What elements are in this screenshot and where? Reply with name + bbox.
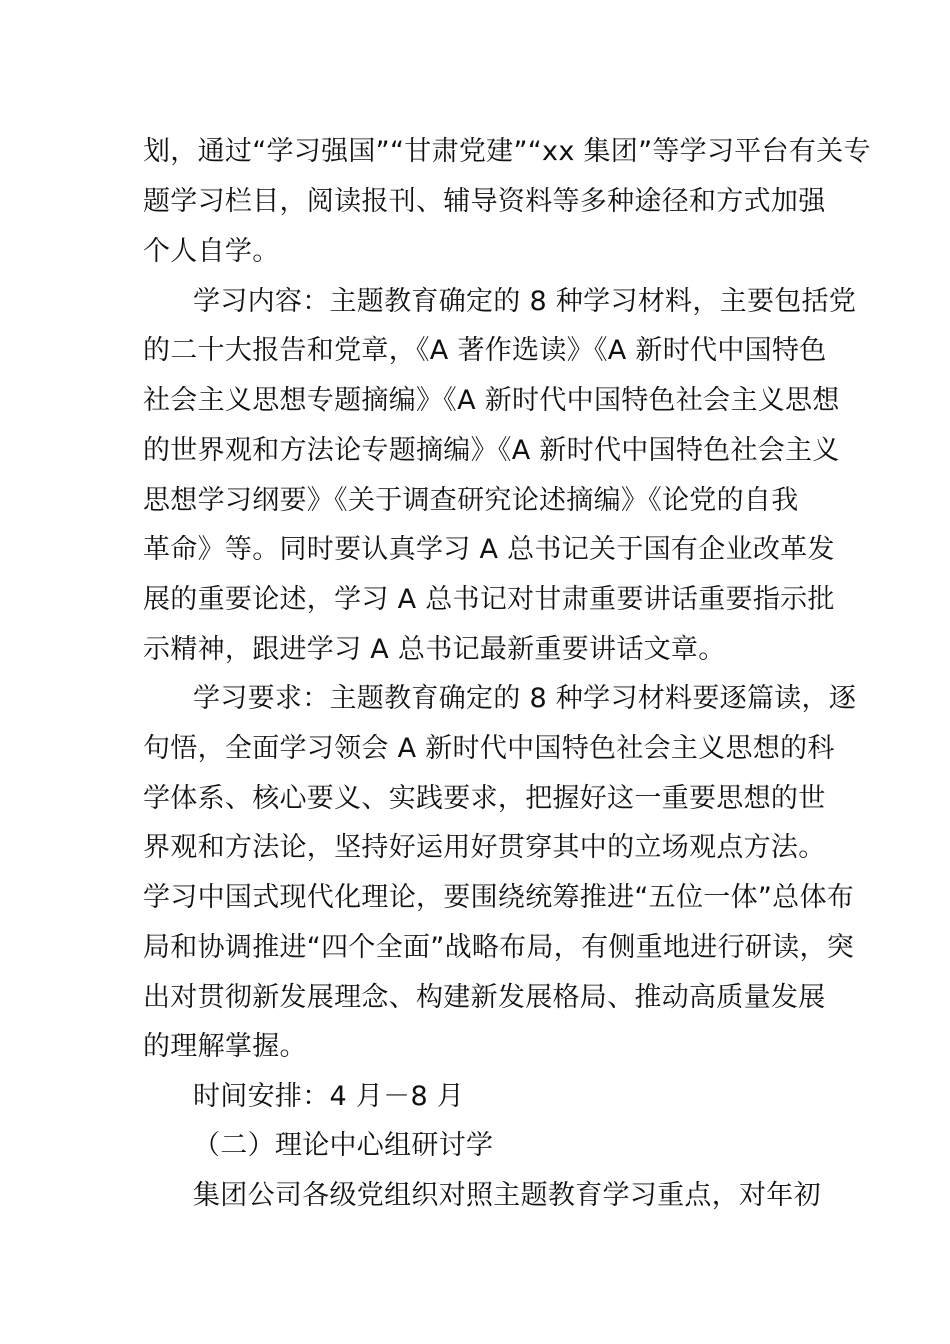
text-line: 的世界观和方法论专题摘编》《A 新时代中国特色社会主义 xyxy=(143,435,840,466)
text-line: 思想学习纲要》《关于调查研究论述摘编》《论党的自我 xyxy=(143,485,799,516)
text-line: 题学习栏目，阅读报刊、辅导资料等多种途径和方式加强 xyxy=(143,186,826,217)
text-line: 革命》等。同时要认真学习 A 总书记关于国有企业改革发 xyxy=(143,534,835,565)
text-line: 个人自学。 xyxy=(143,236,280,267)
text-line: 学习中国式现代化理论，要围绕统筹推进“五位一体”总体布 xyxy=(143,882,855,913)
text-line: 示精神，跟进学习 A 总书记最新重要讲话文章。 xyxy=(143,634,726,665)
text-line: 展的重要论述，学习 A 总书记对甘肃重要讲话重要指示批 xyxy=(143,584,835,615)
text-line: 学习内容：主题教育确定的 8 种学习材料，主要包括党 xyxy=(193,286,857,317)
text-line: 学体系、核心要义、实践要求，把握好这一重要思想的世 xyxy=(143,783,826,814)
text-line: 学习要求：主题教育确定的 8 种学习材料要逐篇读，逐 xyxy=(193,683,857,714)
text-line: 的理解掌握。 xyxy=(143,1031,307,1062)
text-line: 界观和方法论，坚持好运用好贯穿其中的立场观点方法。 xyxy=(143,832,826,863)
text-line: 句悟，全面学习领会 A 新时代中国特色社会主义思想的科 xyxy=(143,733,835,764)
section-heading: （二）理论中心组研讨学 xyxy=(193,1130,494,1161)
text-line: 的二十大报告和党章，《A 著作选读》《A 新时代中国特色 xyxy=(143,335,827,366)
text-line: 社会主义思想专题摘编》《A 新时代中国特色社会主义思想 xyxy=(143,385,840,416)
text-line: 集团公司各级党组织对照主题教育学习重点，对年初 xyxy=(193,1180,821,1211)
text-line: 时间安排：4 月－8 月 xyxy=(193,1081,465,1112)
text-line: 局和协调推进“四个全面”战略布局，有侧重地进行研读，突 xyxy=(143,932,855,963)
text-line: 出对贯彻新发展理念、构建新发展格局、推动高质量发展 xyxy=(143,982,826,1013)
text-line: 划，通过“学习强国”“甘肃党建”“xx 集团”等学习平台有关专 xyxy=(143,136,871,167)
